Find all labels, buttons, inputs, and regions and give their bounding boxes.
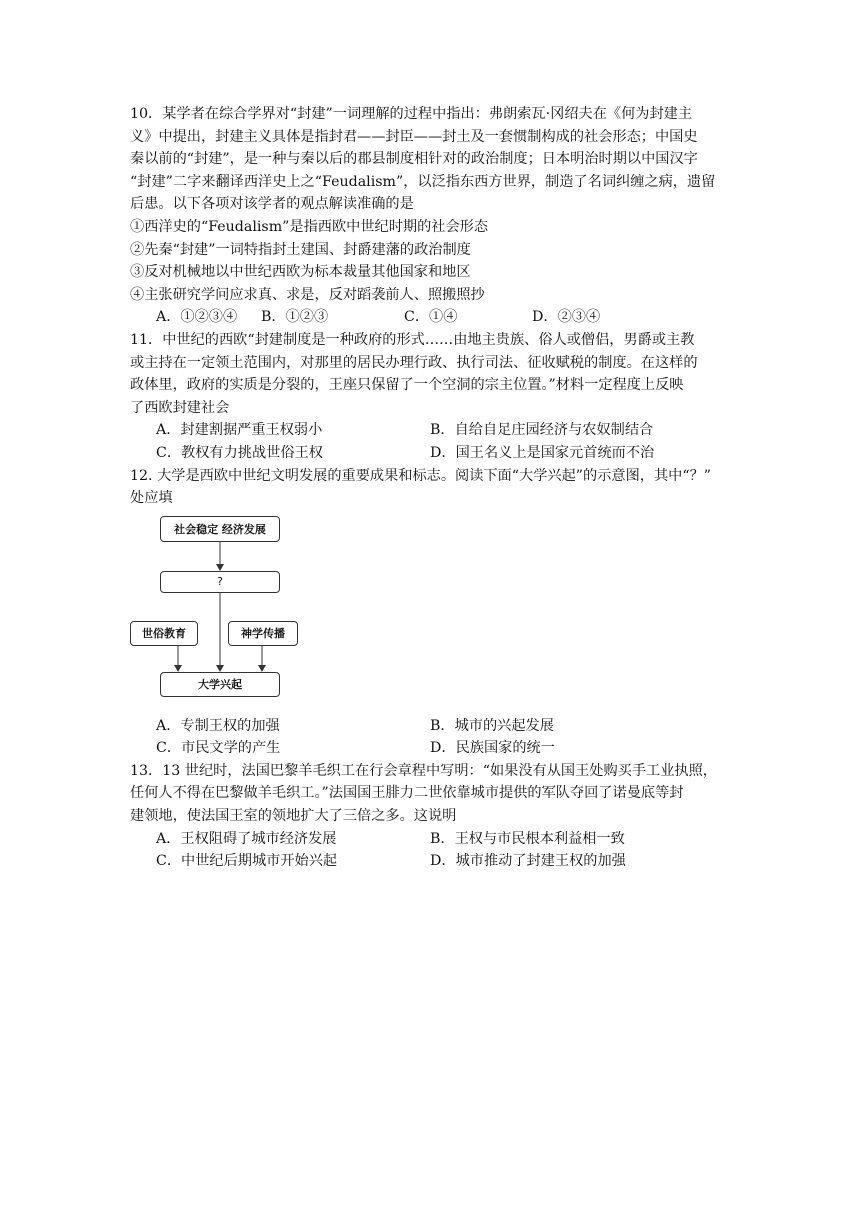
q13-options-row <box>130 850 735 873</box>
box-social-stability: 社会稳定 经济发展 <box>160 516 280 542</box>
q10-stem-line: 后患。以下各项对该学者的观点解读准确的是 <box>130 196 414 213</box>
q11-option-d: D．国王名义上是国家元首统而不治 <box>430 444 655 461</box>
question-13 <box>130 760 735 873</box>
q13-stem-line: 任何人不得在巴黎做羊毛织工。”法国国王腓力二世依靠城市提供的军队夺回了诺曼底等封 <box>130 785 684 802</box>
q11-stem-line: 了西欧封建社会 <box>130 399 230 416</box>
q13-option-b: B．王权与市民根本利益相一致 <box>430 830 625 847</box>
q10-option-a: A．①②③④ <box>156 309 238 326</box>
q12-option-d: D．民族国家的统一 <box>430 740 555 757</box>
q13-stem-line: 建领地，使法国王室的领地扩大了三倍之多。这说明 <box>130 808 457 825</box>
q12-option-c: C．市民文学的产生 <box>156 740 281 757</box>
question-12 <box>130 465 735 760</box>
q13-option-c: C．中世纪后期城市开始兴起 <box>156 853 338 870</box>
q12-option-b: B．城市的兴起发展 <box>430 717 554 734</box>
box-theology-spread: 神学传播 <box>228 621 298 646</box>
q10-stem-line: 义》中提出，封建主义具体是指封君——封臣——封土及一套惯制构成的社会形态；中国史 <box>130 128 698 145</box>
q12-options-row <box>130 737 735 760</box>
q10-item: ②先秦“封建”一词特指封土建国、封爵建藩的政治制度 <box>130 241 471 258</box>
q13-option-d: D．城市推动了封建王权的加强 <box>430 853 626 870</box>
q13-options-row <box>130 828 735 851</box>
q11-option-a: A．封建割据严重王权弱小 <box>156 422 323 439</box>
q10-stem-line: 秦以前的“封建”，是一种与秦以后的郡县制度相针对的政治制度；日本明治时期以中国汉字 <box>130 151 698 168</box>
exam-page <box>130 103 735 873</box>
q10-option-d: D．②③④ <box>532 309 601 326</box>
q10-stem-line: “封建”二字来翻译西洋史上之“Feudalism”，以泛指东西方世界，制造了名词纠缠之病，遗留 <box>130 173 716 190</box>
q12-options-row <box>130 715 735 738</box>
q10-item: ④主张研究学问应求真、求是，反对蹈袭前人、照搬照抄 <box>130 286 485 303</box>
box-unknown: ? <box>160 571 280 593</box>
box-university-rise: 大学兴起 <box>160 672 280 697</box>
q11-option-b: B．自给自足庄园经济与农奴制结合 <box>430 422 654 439</box>
q11-options-row <box>130 419 735 442</box>
box-secular-education: 世俗教育 <box>130 621 198 646</box>
q13-option-a: A．王权阻碍了城市经济发展 <box>156 830 337 847</box>
question-10 <box>130 103 735 329</box>
q10-stem-line: 10．某学者在综合学界对“封建”一词理解的过程中指出：弗朗索瓦·冈绍夫在《何为封建主 <box>130 106 693 122</box>
q10-item: ①西洋史的“Feudalism”是指西欧中世纪时期的社会形态 <box>130 218 489 235</box>
q10-option-c: C．①④ <box>404 309 458 326</box>
question-11 <box>130 329 735 465</box>
q10-option-b: B．①②③ <box>261 309 329 326</box>
q13-stem-line: 13．13 世纪时，法国巴黎羊毛织工在行会章程中写明：“如果没有从国王处购买手工业执照， <box>130 762 717 779</box>
q11-stem-line: 或主持在一定领土范围内，对那里的居民办理行政、执行司法、征收赋税的制度。在这样的 <box>130 354 698 371</box>
q11-option-c: C．教权有力挑战世俗王权 <box>156 444 323 461</box>
university-rise-diagram <box>130 513 735 713</box>
q12-option-a: A．专制王权的加强 <box>156 717 280 734</box>
q12-stem-line: 处应填 <box>130 490 173 507</box>
q10-item: ③反对机械地以中世纪西欧为标本裁量其他国家和地区 <box>130 264 471 281</box>
q11-stem-line: 11．中世纪的西欧“封建制度是一种政府的形式……由地主贵族、俗人或僧侣，男爵或主教 <box>130 331 695 348</box>
q10-options <box>130 306 735 329</box>
q11-stem-line: 政体里，政府的实质是分裂的，王座只保留了一个空洞的宗主位置。”材料一定程度上反映 <box>130 377 684 394</box>
q12-stem-line: 12. 大学是西欧中世纪文明发展的重要成果和标志。阅读下面“大学兴起”的示意图，其中“？” <box>130 467 712 484</box>
q11-options-row <box>130 442 735 465</box>
